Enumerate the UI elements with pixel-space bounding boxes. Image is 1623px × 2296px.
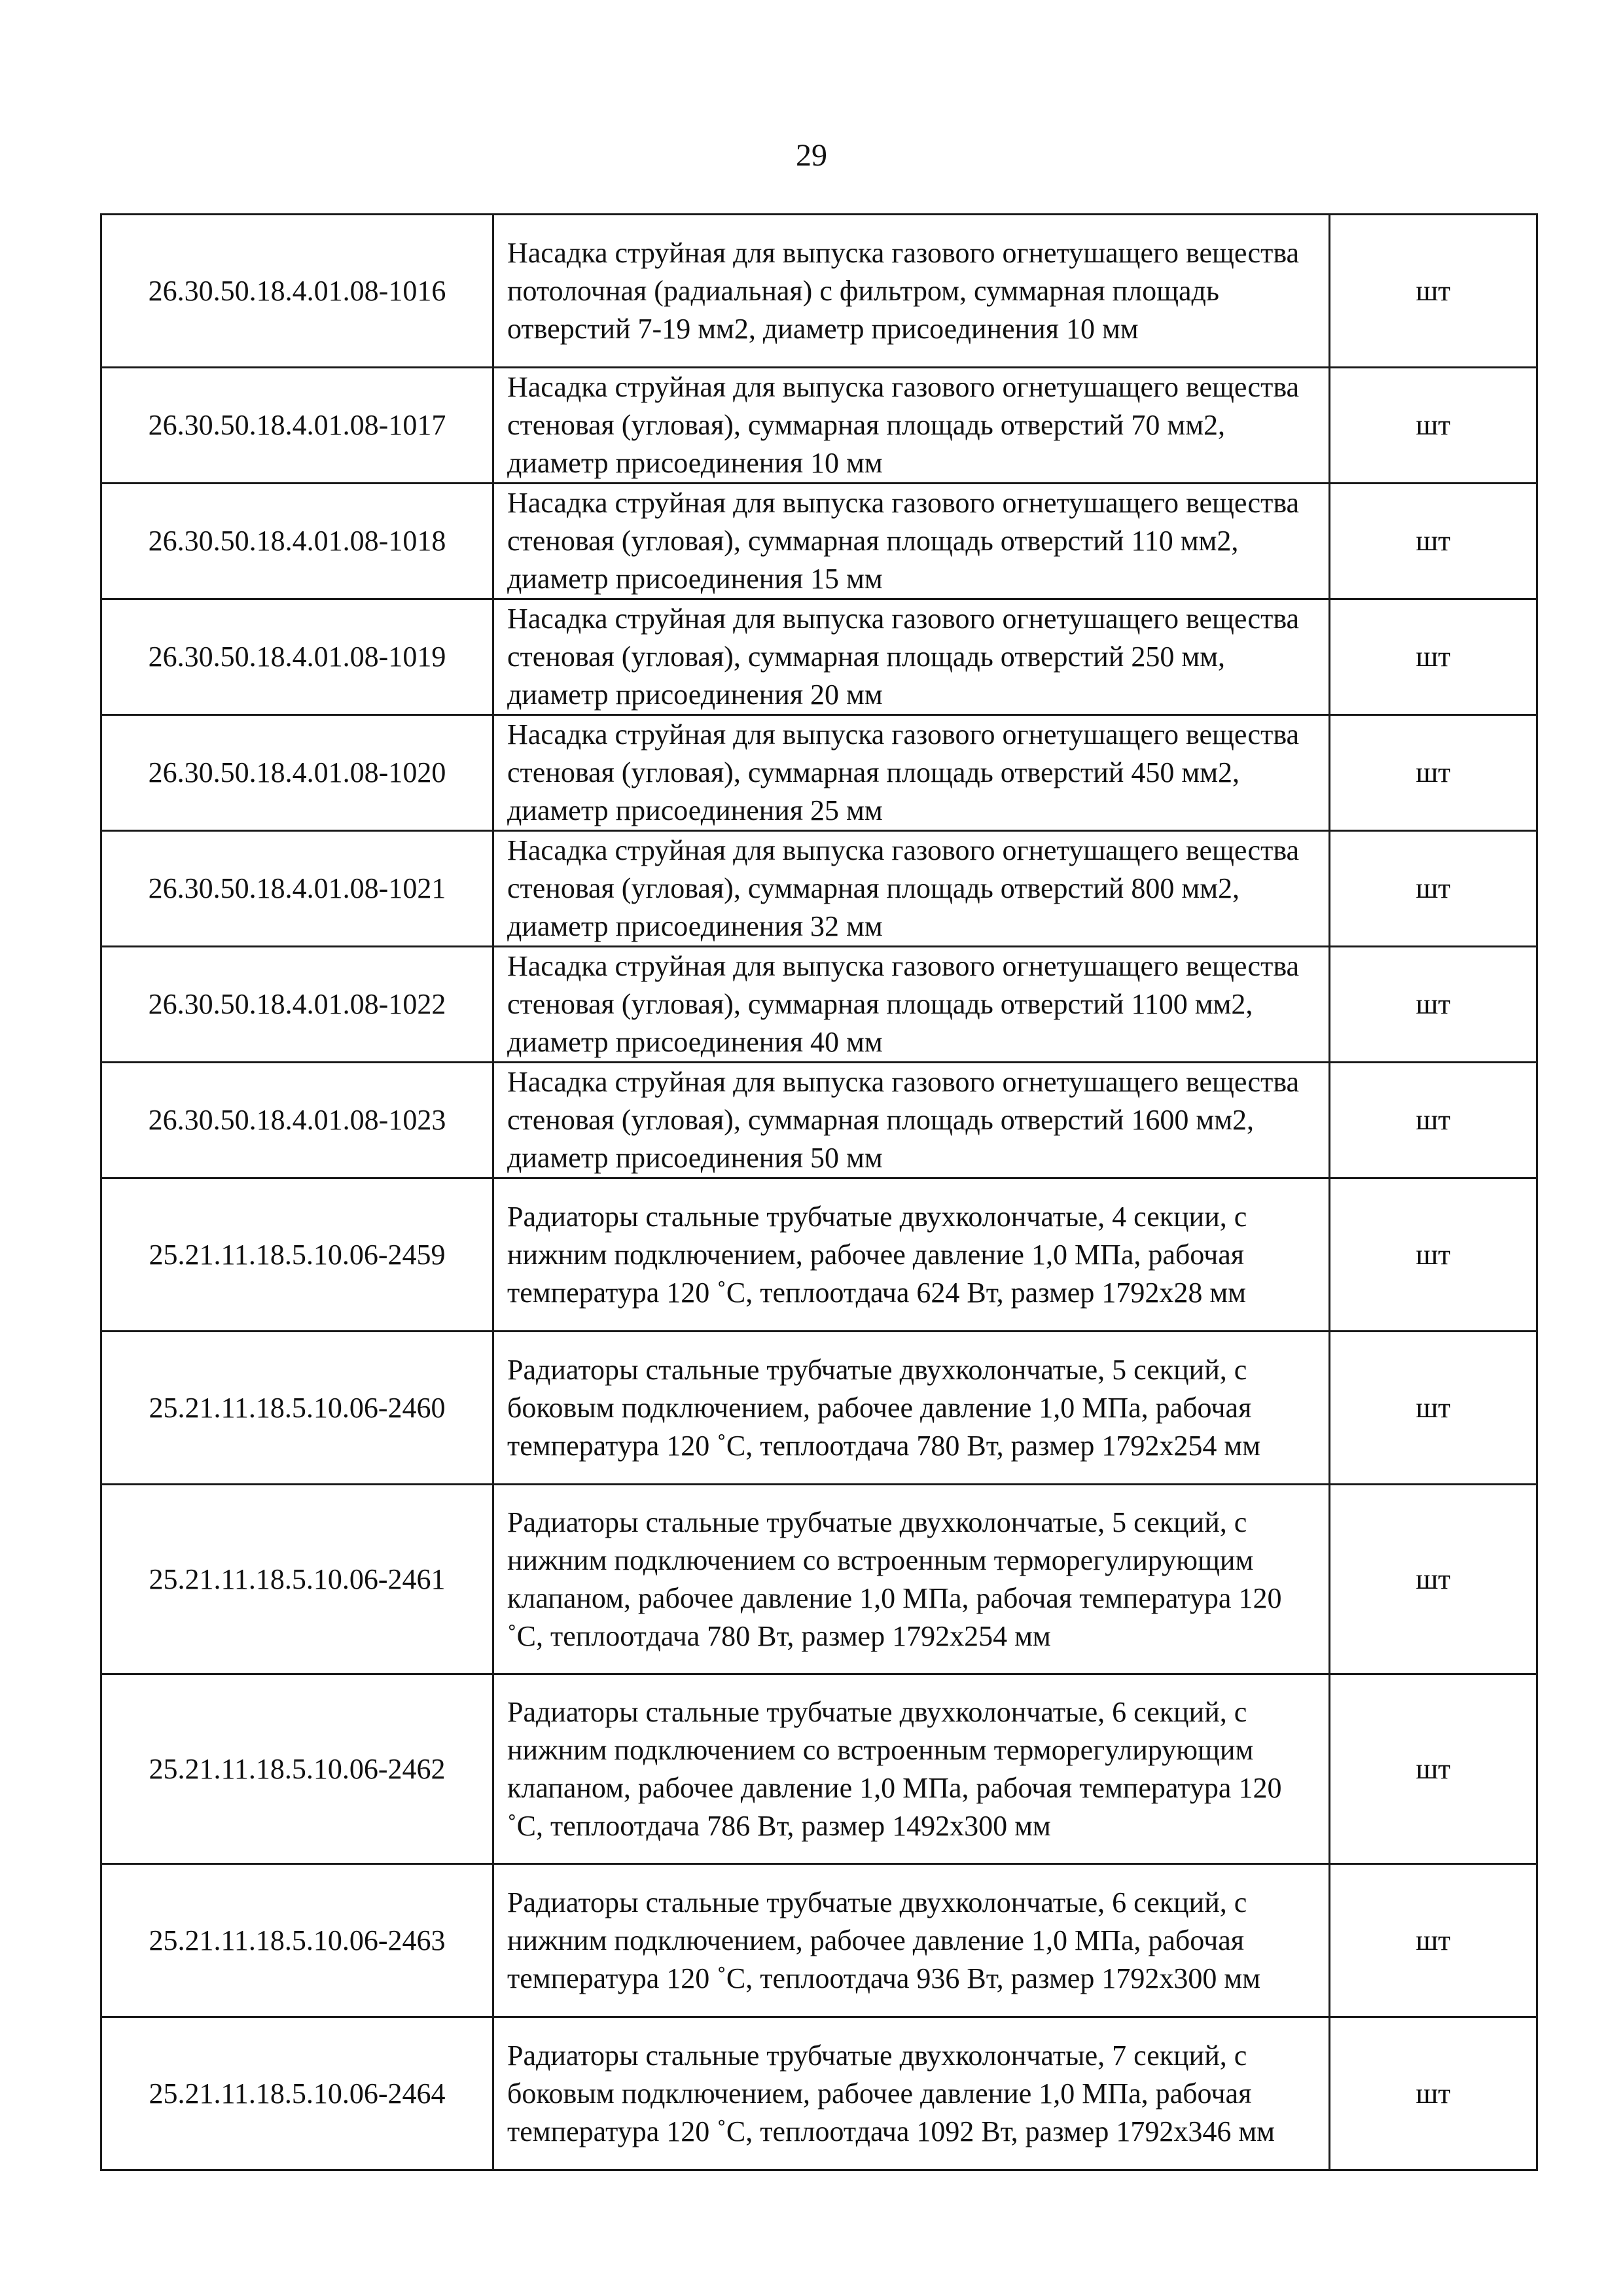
resource-code: 25.21.11.18.5.10.06-2460 <box>101 1332 493 1485</box>
resource-description: Радиаторы стальные трубчатые двухколончатые, 4 секции, с нижним подключением, рабочее давление 1,0 МПа, рабочая температура 120 ˚С, теплоотдача 624 Вт, размер 1792x28 мм <box>493 1178 1330 1332</box>
resource-description: Радиаторы стальные трубчатые двухколончатые, 5 секций, с боковым подключением, рабочее давление 1,0 МПа, рабочая температура 120 ˚С, теплоотдача 780 Вт, размер 1792x254 мм <box>493 1332 1330 1485</box>
resource-description: Насадка струйная для выпуска газового огнетушащего вещества стеновая (угловая), суммарная площадь отверстий 250 мм, диаметр присоединения 20 мм <box>493 599 1330 715</box>
resource-code: 26.30.50.18.4.01.08-1022 <box>101 947 493 1063</box>
resource-code: 25.21.11.18.5.10.06-2459 <box>101 1178 493 1332</box>
table-row <box>101 1332 1537 1485</box>
unit-of-measure: шт <box>1330 484 1537 599</box>
unit-of-measure: шт <box>1330 599 1537 715</box>
resource-code: 26.30.50.18.4.01.08-1016 <box>101 215 493 368</box>
unit-of-measure: шт <box>1330 2017 1537 2170</box>
resource-description: Насадка струйная для выпуска газового огнетушащего вещества стеновая (угловая), суммарная площадь отверстий 70 мм2, диаметр присоединения 10 мм <box>493 368 1330 484</box>
table-row <box>101 599 1537 715</box>
table-row <box>101 715 1537 831</box>
unit-of-measure: шт <box>1330 1178 1537 1332</box>
table-row <box>101 1864 1537 2017</box>
resource-description: Радиаторы стальные трубчатые двухколончатые, 5 секций, с нижним подключением со встроенным терморегулирующим клапаном, рабочее давление 1,0 МПа, рабочая температура 120 ˚С, теплоотдача 780 Вт, размер 1792x254 мм <box>493 1485 1330 1674</box>
unit-of-measure: шт <box>1330 1063 1537 1178</box>
unit-of-measure: шт <box>1330 831 1537 947</box>
unit-of-measure: шт <box>1330 947 1537 1063</box>
table-row <box>101 831 1537 947</box>
table-row <box>101 368 1537 484</box>
resource-description: Насадка струйная для выпуска газового огнетушащего вещества стеновая (угловая), суммарная площадь отверстий 1100 мм2, диаметр присоединения 40 мм <box>493 947 1330 1063</box>
resource-description: Радиаторы стальные трубчатые двухколончатые, 7 секций, с боковым подключением, рабочее давление 1,0 МПа, рабочая температура 120 ˚С, теплоотдача 1092 Вт, размер 1792x346 мм <box>493 2017 1330 2170</box>
resource-code: 26.30.50.18.4.01.08-1020 <box>101 715 493 831</box>
resource-description: Радиаторы стальные трубчатые двухколончатые, 6 секций, с нижним подключением со встроенным терморегулирующим клапаном, рабочее давление 1,0 МПа, рабочая температура 120 ˚С, теплоотдача 786 Вт, размер 1492x300 мм <box>493 1674 1330 1864</box>
resource-code: 26.30.50.18.4.01.08-1018 <box>101 484 493 599</box>
resource-code: 26.30.50.18.4.01.08-1021 <box>101 831 493 947</box>
resource-description: Насадка струйная для выпуска газового огнетушащего вещества стеновая (угловая), суммарная площадь отверстий 450 мм2, диаметр присоединения 25 мм <box>493 715 1330 831</box>
resource-table <box>100 213 1538 2171</box>
unit-of-measure: шт <box>1330 1674 1537 1864</box>
table-row <box>101 1063 1537 1178</box>
table-row <box>101 1485 1537 1674</box>
table-row <box>101 215 1537 368</box>
resource-description: Насадка струйная для выпуска газового огнетушащего вещества стеновая (угловая), суммарная площадь отверстий 110 мм2, диаметр присоединения 15 мм <box>493 484 1330 599</box>
resource-table-body <box>101 215 1537 2170</box>
unit-of-measure: шт <box>1330 1485 1537 1674</box>
resource-code: 26.30.50.18.4.01.08-1019 <box>101 599 493 715</box>
resource-code: 26.30.50.18.4.01.08-1023 <box>101 1063 493 1178</box>
unit-of-measure: шт <box>1330 368 1537 484</box>
page-number: 29 <box>796 138 827 173</box>
resource-code: 26.30.50.18.4.01.08-1017 <box>101 368 493 484</box>
resource-code: 25.21.11.18.5.10.06-2464 <box>101 2017 493 2170</box>
resource-description: Насадка струйная для выпуска газового огнетушащего вещества стеновая (угловая), суммарная площадь отверстий 800 мм2, диаметр присоединения 32 мм <box>493 831 1330 947</box>
resource-description: Насадка струйная для выпуска газового огнетушащего вещества потолочная (радиальная) с фильтром, суммарная площадь отверстий 7-19 мм2, диаметр присоединения 10 мм <box>493 215 1330 368</box>
resource-description: Радиаторы стальные трубчатые двухколончатые, 6 секций, с нижним подключением, рабочее давление 1,0 МПа, рабочая температура 120 ˚С, теплоотдача 936 Вт, размер 1792x300 мм <box>493 1864 1330 2017</box>
resource-code: 25.21.11.18.5.10.06-2461 <box>101 1485 493 1674</box>
unit-of-measure: шт <box>1330 215 1537 368</box>
unit-of-measure: шт <box>1330 1864 1537 2017</box>
resource-description: Насадка струйная для выпуска газового огнетушащего вещества стеновая (угловая), суммарная площадь отверстий 1600 мм2, диаметр присоединения 50 мм <box>493 1063 1330 1178</box>
unit-of-measure: шт <box>1330 1332 1537 1485</box>
table-row <box>101 484 1537 599</box>
table-row <box>101 1674 1537 1864</box>
resource-code: 25.21.11.18.5.10.06-2463 <box>101 1864 493 2017</box>
table-row <box>101 947 1537 1063</box>
table-row <box>101 2017 1537 2170</box>
resource-code: 25.21.11.18.5.10.06-2462 <box>101 1674 493 1864</box>
table-row <box>101 1178 1537 1332</box>
unit-of-measure: шт <box>1330 715 1537 831</box>
